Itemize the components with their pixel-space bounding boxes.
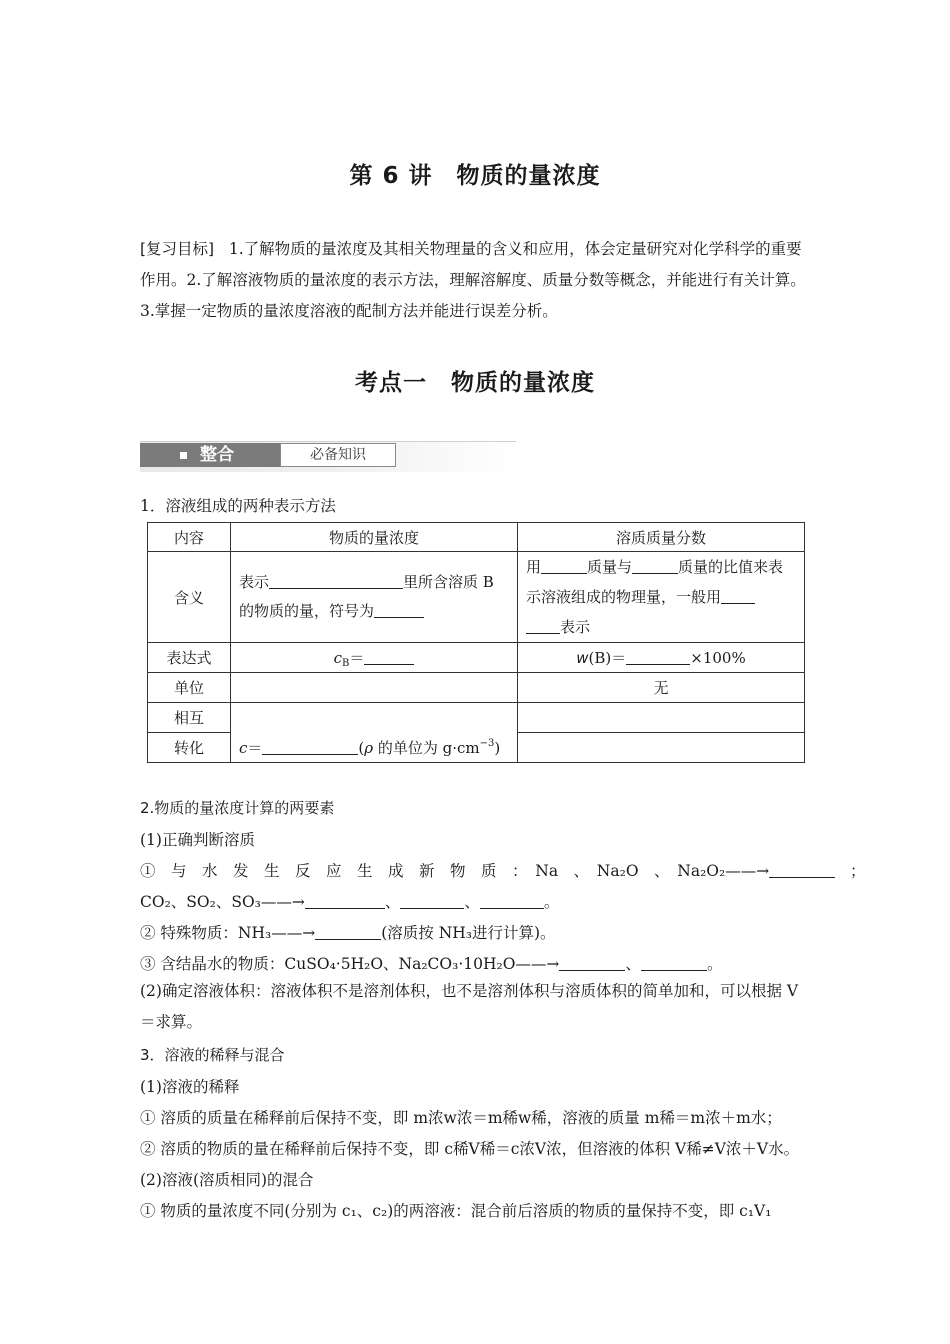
cell-unit-fraction: 无 (518, 673, 805, 703)
banner-tab: 必备知识 (280, 443, 396, 467)
superscript: −3 (479, 737, 495, 749)
cell-convert-right-top (518, 703, 805, 733)
table-row (148, 643, 805, 673)
punct: 。 (706, 955, 723, 973)
var-c: c (333, 648, 343, 667)
line-text: ③ 含结晶水的物质：CuSO₄·5H₂O、Na₂CO₃·10H₂O——→ (140, 955, 560, 973)
row-label-unit: 单位 (148, 673, 231, 703)
row-label-convert-1: 相互 (148, 703, 231, 733)
punct: 、 (464, 893, 480, 911)
table-header: 内容 (148, 523, 231, 552)
cell-expression-concentration (231, 643, 518, 673)
var-w: w (576, 649, 589, 667)
section-title: 考点一 物质的量浓度 (355, 370, 595, 396)
row-label-meaning: 含义 (148, 552, 231, 643)
fill-blank (269, 573, 403, 589)
cell-unit-concentration (231, 673, 518, 703)
objectives-text: 1.了解物质的量浓度及其相关物理量的含义和应用，体会定量研究对化学科学的重要作用。2.了解溶液物质的量浓度的表示方法，理解溶解度、质量分数等概念，并能进行有关计算。3.掌握一定物质的量浓度溶液的配制方法并能进行误差分析。 (140, 240, 806, 320)
fill-blank (632, 558, 678, 574)
var-c: c (239, 738, 248, 757)
cell-text: 用 (526, 558, 542, 576)
item2-sub1: (1)正确判断溶质 (140, 831, 255, 849)
fill-blank (374, 602, 424, 618)
fill-blank (526, 618, 560, 634)
paren: ( (358, 738, 365, 757)
fill-blank (480, 893, 544, 910)
paren: ) (494, 738, 501, 757)
item3-line2: ② 溶质的物质的量在稀释前后保持不变，即 c稀V稀＝c浓V浓，但溶液的体积 V稀≠V浓＋V水。 (140, 1140, 800, 1158)
item2-line2 (140, 890, 559, 912)
punct: ； (850, 862, 866, 880)
item2-sub2: (2)确定溶液体积：溶液体积不是溶剂体积，也不是溶剂体积与溶质体积的简单加和，可以根据 V＝求算。 (140, 982, 799, 1031)
table-row (148, 733, 805, 763)
lecture-title: 第 6 讲 物质的量浓度 (349, 163, 601, 189)
fill-blank (559, 955, 625, 972)
item2-heading: 2.物质的量浓度计算的两要素 (140, 799, 335, 817)
fill-blank (626, 649, 690, 665)
equals: ＝ (247, 738, 263, 757)
cell-text: 表示 (560, 618, 591, 636)
punct: 、 (384, 893, 401, 911)
banner-main (140, 443, 280, 467)
review-objectives (140, 234, 812, 327)
cell-convert-top (231, 703, 518, 733)
punct: 。 (543, 893, 560, 911)
cell-text: 质量的比值来表示溶液组成的物理量，一般用 (526, 558, 784, 606)
cell-text: 的单位为 g·cm (373, 738, 480, 757)
item1-heading: 1．溶液组成的两种表示方法 (140, 497, 336, 515)
var-rho: ρ (364, 738, 374, 757)
item2-line4 (140, 952, 722, 974)
square-bullet-icon (180, 452, 187, 459)
table-row (148, 673, 805, 703)
item3-line3: ① 物质的量浓度不同(分别为 c₁、c₂)的两溶液：混合前后溶质的物质的量保持不变，即 c₁V₁ (140, 1202, 772, 1220)
row-label-expression: 表达式 (148, 643, 231, 673)
item2-line3 (140, 921, 556, 943)
cell-expression-fraction (518, 643, 805, 673)
item3-line1: ① 溶质的质量在稀释前后保持不变，即 m浓w浓＝m稀w稀，溶液的质量 m稀＝m浓＋m水； (140, 1109, 782, 1127)
equals: ＝ (349, 648, 365, 667)
line-text: ① 与 水 发 生 反 应 生 成 新 物 质 ： Na 、 Na₂O 、 Na₂O₂——→ (140, 862, 770, 880)
cell-text: 里所含溶质 B 的物质的量，符号为 (239, 573, 494, 620)
item3-heading: 3．溶液的稀释与混合 (140, 1046, 285, 1064)
line-text: CO₂、SO₂、SO₃——→ (140, 893, 305, 911)
section-banner (140, 441, 516, 475)
cell-text: (B)＝ (588, 649, 627, 667)
cell-text: 表示 (239, 573, 270, 591)
cell-text: ×100% (690, 649, 746, 667)
cell-meaning-fraction (518, 552, 805, 643)
fill-blank (305, 893, 385, 910)
fill-blank (769, 862, 835, 879)
row-label-convert-2: 转化 (148, 733, 231, 763)
table-header: 物质的量浓度 (231, 523, 518, 552)
fill-blank (364, 649, 414, 665)
cell-meaning-concentration (231, 552, 518, 643)
table-row (148, 703, 805, 733)
item3-sub2: (2)溶液(溶质相同)的混合 (140, 1171, 314, 1189)
fill-blank (641, 955, 707, 972)
table-header: 溶质质量分数 (518, 523, 805, 552)
banner-main-label: 整合 (200, 445, 234, 465)
fill-blank (315, 924, 381, 941)
cell-text: 质量与 (587, 558, 633, 576)
fill-blank (262, 739, 358, 755)
fill-blank (721, 588, 755, 604)
cell-convert-formula (231, 733, 518, 763)
subscript: B (342, 657, 350, 669)
fill-blank (541, 558, 587, 574)
cell-convert-right (518, 733, 805, 763)
line-text: ② 特殊物质：NH₃——→ (140, 924, 316, 942)
table-row (148, 552, 805, 643)
objectives-label: [复习目标] (140, 240, 215, 258)
punct: 、 (625, 955, 641, 973)
item3-sub1: (1)溶液的稀释 (140, 1078, 240, 1096)
fill-blank (400, 893, 464, 910)
solution-composition-table (147, 522, 805, 763)
line-text: (溶质按 NH₃进行计算)。 (381, 924, 556, 942)
table-row (148, 523, 805, 552)
item2-line1 (140, 859, 866, 881)
